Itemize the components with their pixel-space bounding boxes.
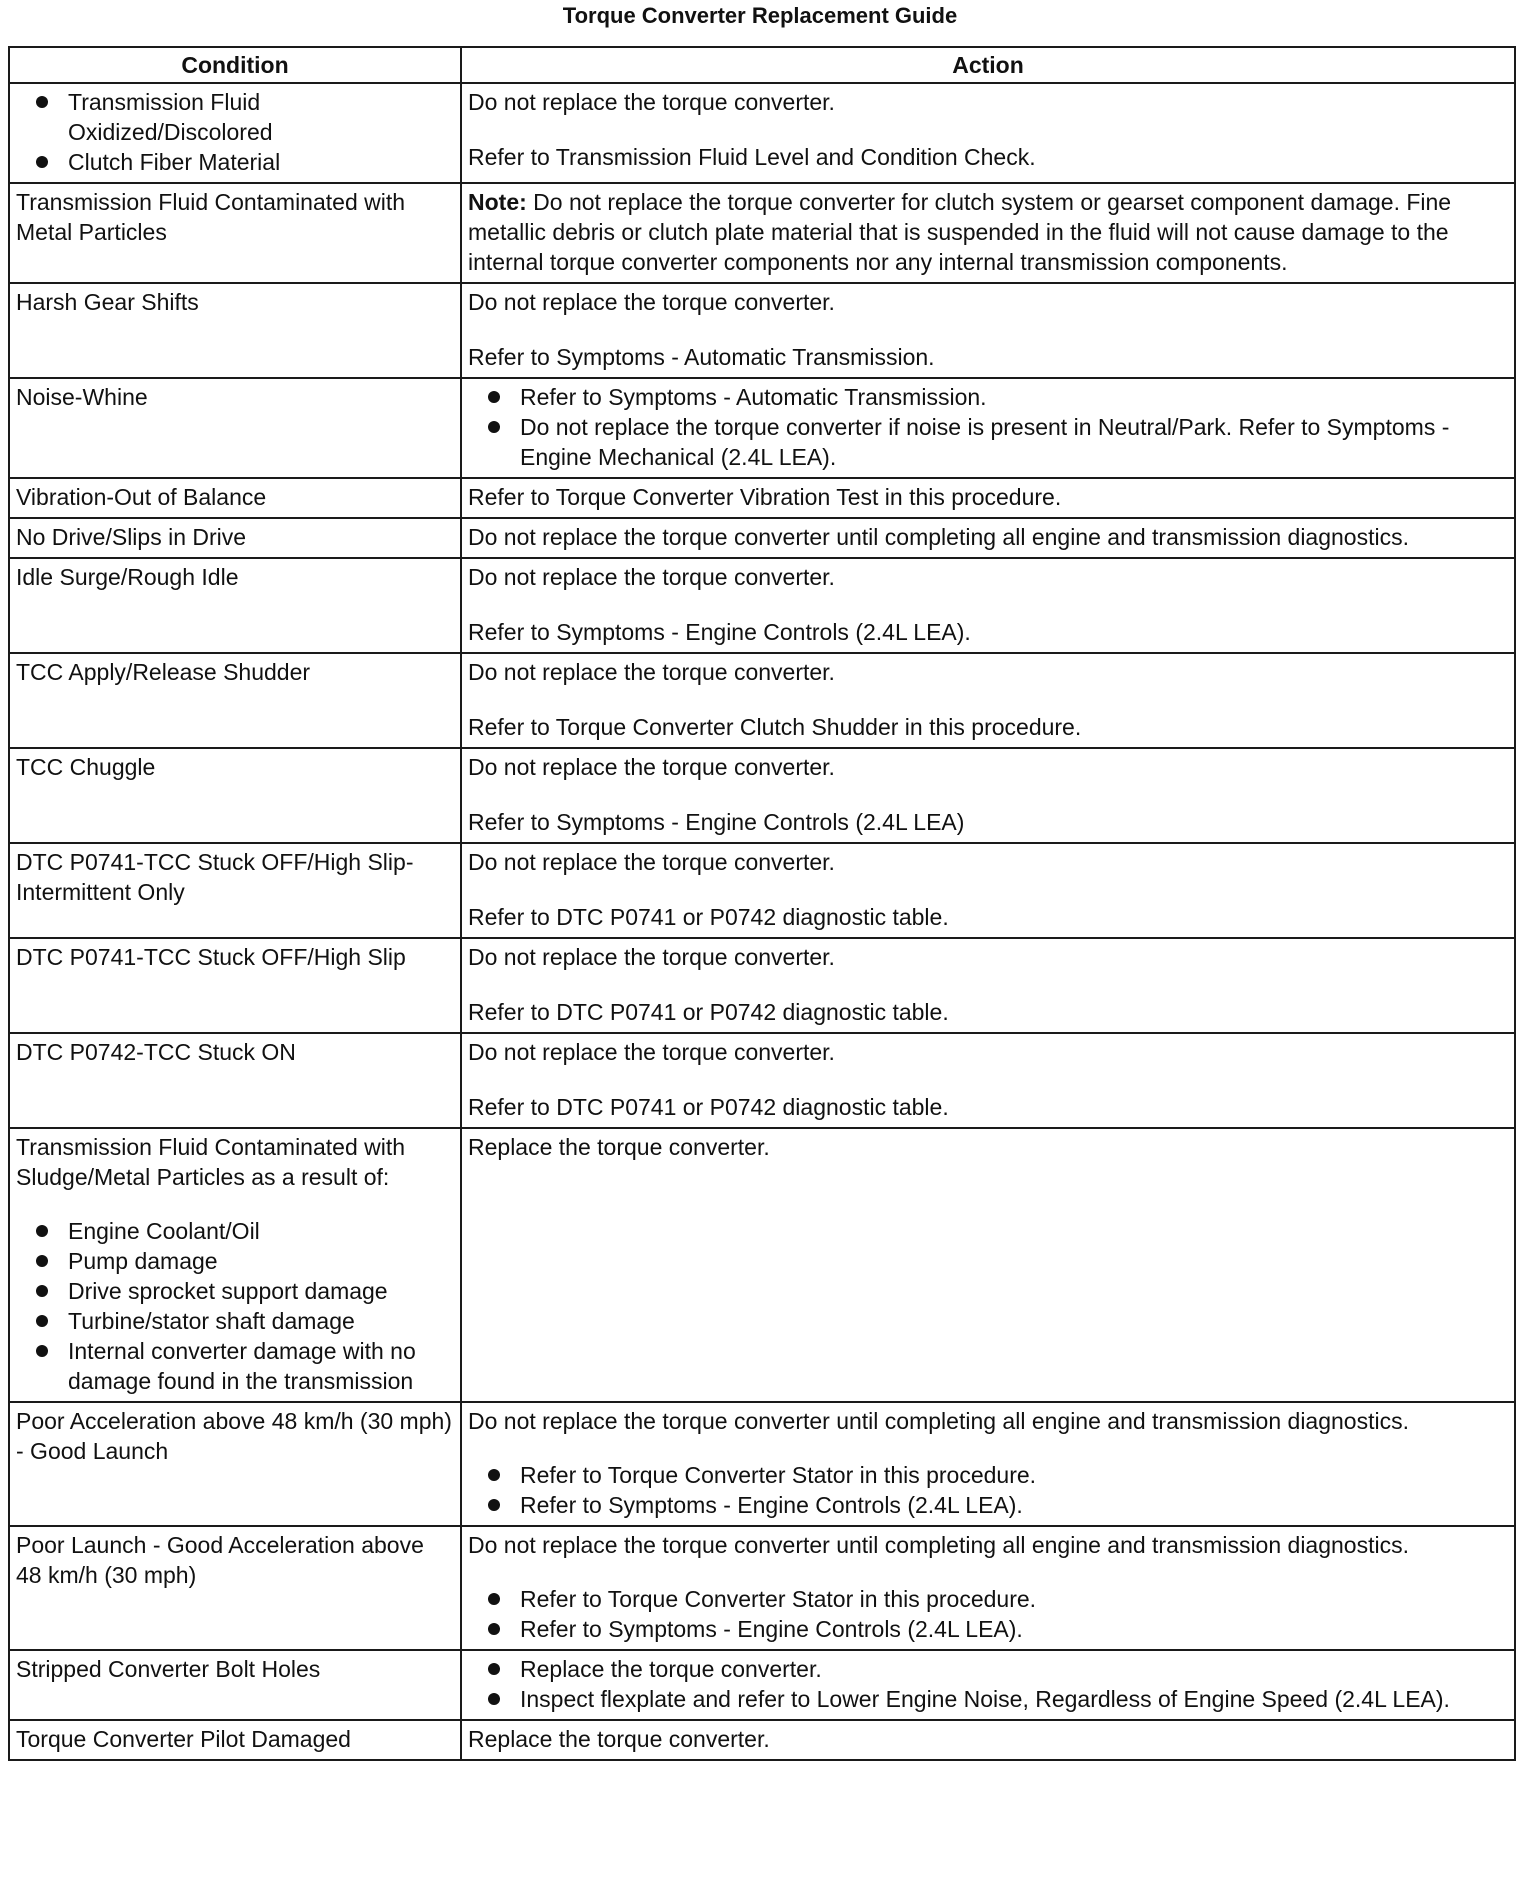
condition-cell: No Drive/Slips in Drive — [9, 518, 461, 558]
action-reference: Refer to Symptoms - Engine Controls (2.4L LEA). — [468, 619, 971, 645]
table-row — [9, 1128, 1515, 1402]
condition-cell — [9, 83, 461, 183]
action-cell — [461, 748, 1515, 843]
action-reference: Refer to Torque Converter Clutch Shudder in this procedure. — [468, 714, 1082, 740]
action-reference: Refer to Symptoms - Automatic Transmission. — [468, 344, 935, 370]
list-item: Internal converter damage with no damage found in the transmission — [16, 1336, 454, 1396]
list-item: Transmission Fluid Oxidized/Discolored — [16, 87, 454, 147]
table-row — [9, 478, 1515, 518]
action-cell — [461, 283, 1515, 378]
action-cell — [461, 1526, 1515, 1650]
condition-cell — [9, 1128, 461, 1402]
action-reference: Refer to Transmission Fluid Level and Condition Check. — [468, 144, 1036, 170]
list-item: Clutch Fiber Material — [16, 147, 454, 177]
condition-bullet-list — [16, 87, 454, 177]
list-item: Turbine/stator shaft damage — [16, 1306, 454, 1336]
action-reference: Refer to DTC P0741 or P0742 diagnostic table. — [468, 1094, 949, 1120]
list-item: Refer to Symptoms - Automatic Transmission. — [468, 382, 1508, 412]
condition-cell: Transmission Fluid Contaminated with Metal Particles — [9, 183, 461, 283]
table-header-row — [9, 47, 1515, 83]
list-item: Do not replace the torque converter if noise is present in Neutral/Park. Refer to Symptoms - Engine Mechanical (2.4L LEA). — [468, 412, 1508, 472]
condition-bullet-list — [16, 1216, 454, 1396]
replacement-guide-table — [8, 46, 1516, 1761]
action-bullet-list — [468, 382, 1508, 472]
condition-cell: Noise-Whine — [9, 378, 461, 478]
action-text: Do not replace the torque converter. — [468, 564, 835, 590]
action-cell — [461, 938, 1515, 1033]
action-text: Do not replace the torque converter. — [468, 289, 835, 315]
list-item: Inspect flexplate and refer to Lower Engine Noise, Regardless of Engine Speed (2.4L LEA). — [468, 1684, 1508, 1714]
list-item: Engine Coolant/Oil — [16, 1216, 454, 1246]
condition-cell: TCC Chuggle — [9, 748, 461, 843]
list-item: Refer to Torque Converter Stator in this procedure. — [468, 1460, 1508, 1490]
action-cell — [461, 843, 1515, 938]
table-row — [9, 558, 1515, 653]
list-item: Pump damage — [16, 1246, 454, 1276]
table-row — [9, 283, 1515, 378]
table-row — [9, 518, 1515, 558]
action-cell — [461, 653, 1515, 748]
action-text: Do not replace the torque converter. — [468, 659, 835, 685]
action-bullet-list — [468, 1584, 1508, 1644]
action-cell: Replace the torque converter. — [461, 1720, 1515, 1760]
list-item: Replace the torque converter. — [468, 1654, 1508, 1684]
table-row — [9, 653, 1515, 748]
table-row — [9, 938, 1515, 1033]
action-bullet-list — [468, 1460, 1508, 1520]
action-reference: Refer to DTC P0741 or P0742 diagnostic table. — [468, 999, 949, 1025]
condition-cell: Vibration-Out of Balance — [9, 478, 461, 518]
table-row — [9, 1033, 1515, 1128]
list-item: Drive sprocket support damage — [16, 1276, 454, 1306]
condition-cell: Poor Launch - Good Acceleration above 48 km/h (30 mph) — [9, 1526, 461, 1650]
note-text: Do not replace the torque converter for clutch system or gearset component damage. Fine metallic debris or clutch plate material that is suspended in the fluid will not cause damage to the internal torque converter components nor any internal transmission components. — [468, 189, 1452, 275]
action-text: Do not replace the torque converter. — [468, 849, 835, 875]
table-row — [9, 843, 1515, 938]
action-reference: Refer to DTC P0741 or P0742 diagnostic table. — [468, 904, 949, 930]
action-text: Do not replace the torque converter. — [468, 89, 835, 115]
condition-text: Transmission Fluid Contaminated with Sludge/Metal Particles as a result of: — [16, 1134, 406, 1190]
table-row — [9, 1526, 1515, 1650]
list-item: Refer to Symptoms - Engine Controls (2.4L LEA). — [468, 1614, 1508, 1644]
action-cell — [461, 83, 1515, 183]
list-item: Refer to Symptoms - Engine Controls (2.4L LEA). — [468, 1490, 1508, 1520]
condition-cell: Idle Surge/Rough Idle — [9, 558, 461, 653]
condition-cell: Harsh Gear Shifts — [9, 283, 461, 378]
condition-cell: DTC P0742-TCC Stuck ON — [9, 1033, 461, 1128]
table-row — [9, 1650, 1515, 1720]
action-bullet-list — [468, 1654, 1508, 1714]
condition-cell: Stripped Converter Bolt Holes — [9, 1650, 461, 1720]
table-row — [9, 183, 1515, 283]
table-row — [9, 378, 1515, 478]
action-cell — [461, 1033, 1515, 1128]
table-row — [9, 1402, 1515, 1526]
list-item: Refer to Torque Converter Stator in this procedure. — [468, 1584, 1508, 1614]
note-paragraph — [468, 187, 1508, 277]
note-label: Note: — [468, 189, 527, 215]
action-text: Do not replace the torque converter. — [468, 1039, 835, 1065]
table-row — [9, 748, 1515, 843]
condition-cell: Poor Acceleration above 48 km/h (30 mph) - Good Launch — [9, 1402, 461, 1526]
action-cell — [461, 378, 1515, 478]
condition-cell: DTC P0741-TCC Stuck OFF/High Slip — [9, 938, 461, 1033]
action-text: Do not replace the torque converter. — [468, 944, 835, 970]
condition-cell: Torque Converter Pilot Damaged — [9, 1720, 461, 1760]
table-row — [9, 1720, 1515, 1760]
action-cell — [461, 558, 1515, 653]
action-cell — [461, 1402, 1515, 1526]
action-cell — [461, 1650, 1515, 1720]
condition-cell: TCC Apply/Release Shudder — [9, 653, 461, 748]
action-cell: Refer to Torque Converter Vibration Test in this procedure. — [461, 478, 1515, 518]
action-cell — [461, 183, 1515, 283]
action-cell: Do not replace the torque converter until completing all engine and transmission diagnostics. — [461, 518, 1515, 558]
condition-cell: DTC P0741-TCC Stuck OFF/High Slip-Intermittent Only — [9, 843, 461, 938]
action-text: Do not replace the torque converter. — [468, 754, 835, 780]
action-cell: Replace the torque converter. — [461, 1128, 1515, 1402]
table-row — [9, 83, 1515, 183]
action-header: Action — [461, 47, 1515, 83]
document-title: Torque Converter Replacement Guide — [562, 3, 958, 28]
action-reference: Refer to Symptoms - Engine Controls (2.4L LEA) — [468, 809, 965, 835]
action-text: Do not replace the torque converter until completing all engine and transmission diagnostics. — [468, 1532, 1409, 1558]
condition-header: Condition — [9, 47, 461, 83]
action-text: Do not replace the torque converter until completing all engine and transmission diagnostics. — [468, 1408, 1409, 1434]
